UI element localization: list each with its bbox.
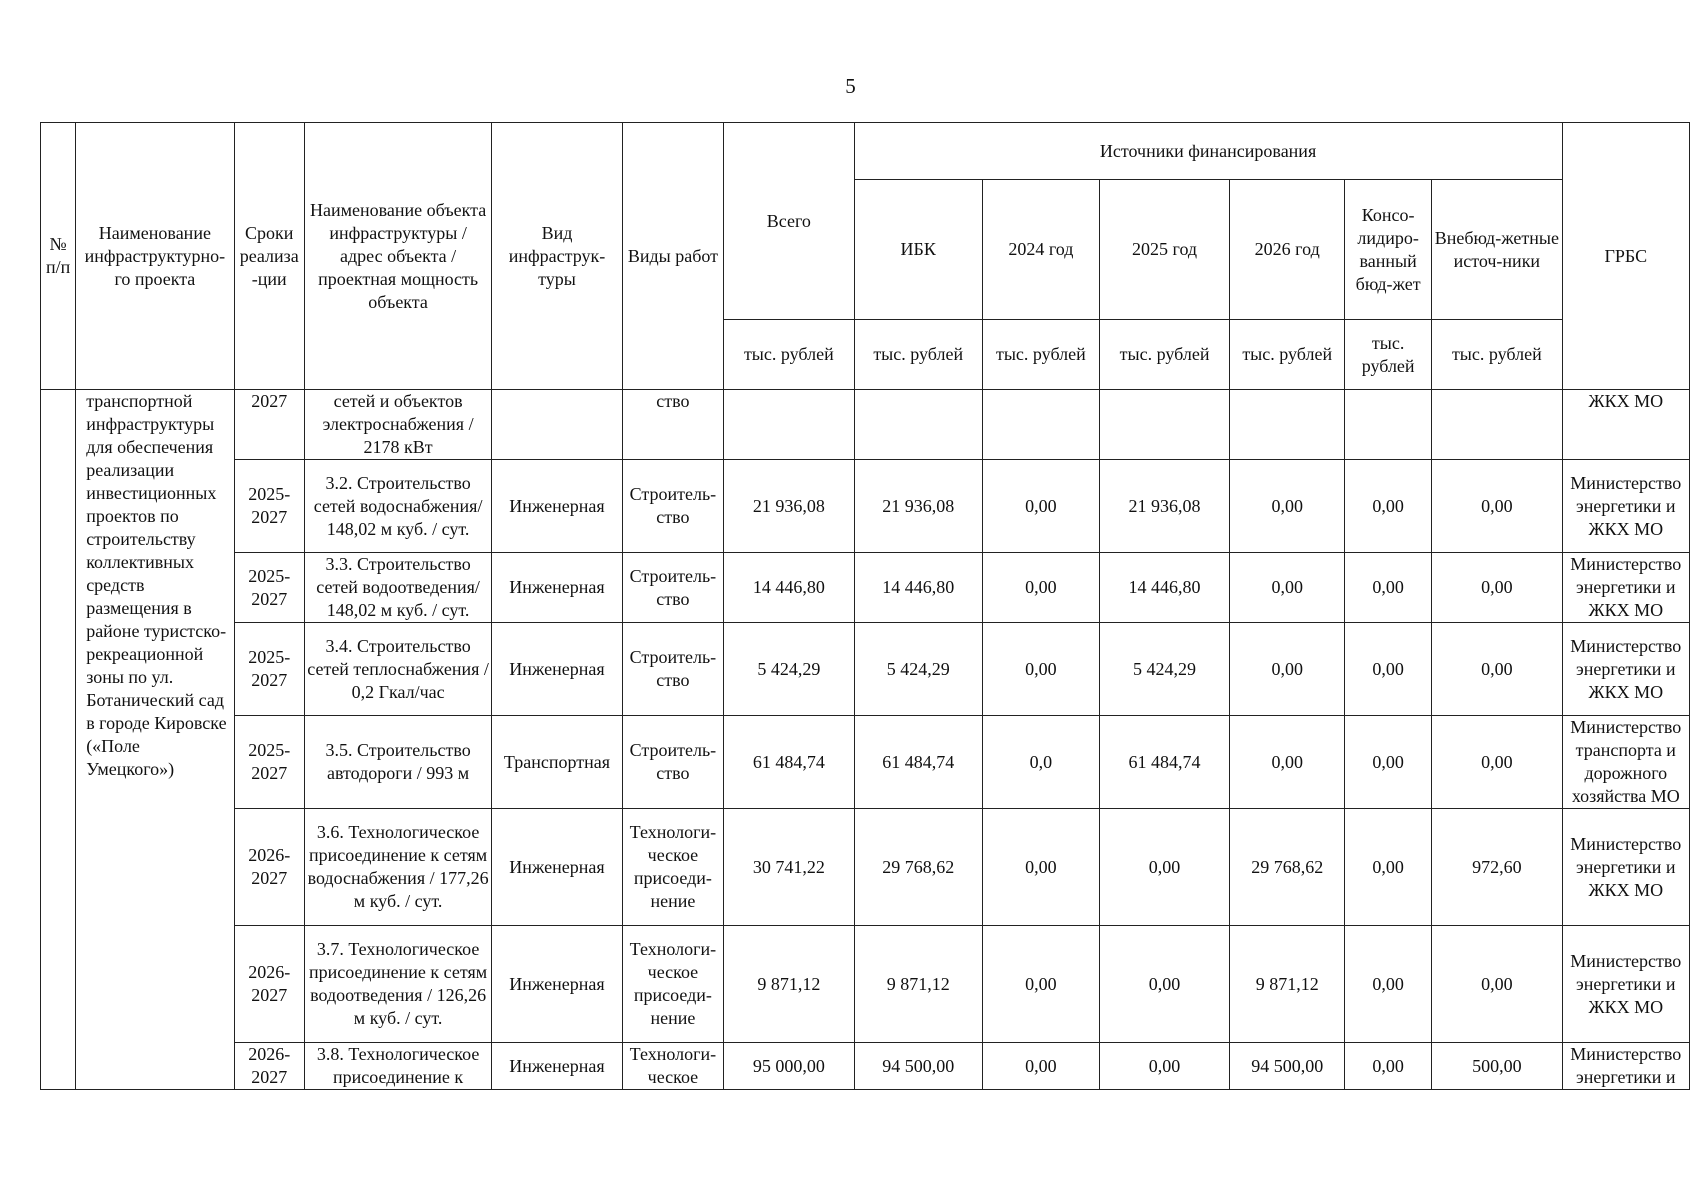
cell-offbudget [1432, 390, 1563, 460]
header-work-type: Виды работ [622, 123, 723, 390]
cell-works: Строитель-ство [622, 460, 723, 553]
cell-total: 5 424,29 [724, 623, 854, 716]
header-infra-type: Вид инфраструк-туры [492, 123, 622, 390]
cell-consolidated: 0,00 [1345, 926, 1432, 1043]
project-name: транспортной инфраструктуры для обеспечения реализации инвестиционных проектов по строительству коллективных средств размещения в районе туристско-рекреационной зоны по ул. Ботанический сад в городе Кировске («Поле Умецкого») [76, 390, 234, 1090]
cell-works: Технологи-ческое [622, 1043, 723, 1090]
cell-2025: 0,00 [1099, 809, 1229, 926]
table-row [41, 1043, 1690, 1090]
cell-term: 2025-2027 [234, 623, 304, 716]
cell-object: 3.5. Строительство автодороги / 993 м [304, 716, 491, 809]
cell-term: 2026-2027 [234, 926, 304, 1043]
cell-2024: 0,00 [982, 926, 1099, 1043]
row-number-cell [41, 390, 76, 1090]
table-row [41, 926, 1690, 1043]
cell-ibk: 14 446,80 [854, 553, 982, 623]
table-row [41, 809, 1690, 926]
cell-ibk [854, 390, 982, 460]
unit-consolidated: тыс. рублей [1345, 320, 1432, 390]
header-object: Наименование объекта инфраструктуры / адрес объекта / проектная мощность объекта [304, 123, 491, 390]
cell-2024: 0,0 [982, 716, 1099, 809]
cell-term: 2026-2027 [234, 1043, 304, 1090]
cell-object: 3.8. Технологическое присоединение к [304, 1043, 491, 1090]
cell-object: 3.6. Технологическое присоединение к сетям водоснабжения / 177,26 м куб. / сут. [304, 809, 491, 926]
financing-table [40, 122, 1690, 1090]
cell-2025: 0,00 [1099, 1043, 1229, 1090]
cell-offbudget: 500,00 [1432, 1043, 1563, 1090]
cell-works: ство [622, 390, 723, 460]
cell-2024: 0,00 [982, 553, 1099, 623]
cell-total: 9 871,12 [724, 926, 854, 1043]
cell-type: Инженерная [492, 623, 622, 716]
cell-2026 [1230, 390, 1345, 460]
cell-total: 14 446,80 [724, 553, 854, 623]
cell-2024: 0,00 [982, 623, 1099, 716]
cell-ibk: 21 936,08 [854, 460, 982, 553]
cell-ibk: 94 500,00 [854, 1043, 982, 1090]
cell-type: Инженерная [492, 809, 622, 926]
cell-grbs: Министерство энергетики и ЖКХ МО [1562, 460, 1689, 553]
cell-2024: 0,00 [982, 809, 1099, 926]
cell-consolidated [1345, 390, 1432, 460]
cell-term: 2027 [234, 390, 304, 460]
cell-total: 95 000,00 [724, 1043, 854, 1090]
unit-2024: тыс. рублей [982, 320, 1099, 390]
cell-2024 [982, 390, 1099, 460]
unit-2026: тыс. рублей [1230, 320, 1345, 390]
cell-grbs: Министерство энергетики и ЖКХ МО [1562, 809, 1689, 926]
header-grbs: ГРБС [1562, 123, 1689, 390]
header-project: Наименование инфраструктурно-го проекта [76, 123, 234, 390]
unit-offbudget: тыс. рублей [1432, 320, 1563, 390]
cell-type: Транспортная [492, 716, 622, 809]
cell-consolidated: 0,00 [1345, 1043, 1432, 1090]
cell-term: 2026-2027 [234, 809, 304, 926]
header-2024: 2024 год [982, 180, 1099, 320]
cell-works: Строитель-ство [622, 716, 723, 809]
cell-object: 3.2. Строительство сетей водоснабжения/ 148,02 м куб. / сут. [304, 460, 491, 553]
cell-consolidated: 0,00 [1345, 716, 1432, 809]
cell-type: Инженерная [492, 926, 622, 1043]
cell-works: Строитель-ство [622, 623, 723, 716]
cell-grbs: Министерство энергетики и ЖКХ МО [1562, 623, 1689, 716]
cell-grbs: Министерство энергетики и ЖКХ МО [1562, 553, 1689, 623]
cell-2024: 0,00 [982, 1043, 1099, 1090]
header-ibk: ИБК [854, 180, 982, 320]
cell-grbs: Министерство транспорта и дорожного хозяйства МО [1562, 716, 1689, 809]
cell-2026: 0,00 [1230, 623, 1345, 716]
cell-consolidated: 0,00 [1345, 553, 1432, 623]
cell-type [492, 390, 622, 460]
cell-object: сетей и объектов электроснабжения / 2178 кВт [304, 390, 491, 460]
cell-ibk: 61 484,74 [854, 716, 982, 809]
page-number: 5 [845, 74, 856, 98]
cell-grbs: Министерство энергетики и [1562, 1043, 1689, 1090]
unit-total: тыс. рублей [724, 320, 854, 390]
cell-term: 2025-2027 [234, 460, 304, 553]
cell-offbudget: 0,00 [1432, 553, 1563, 623]
unit-ibk: тыс. рублей [854, 320, 982, 390]
cell-offbudget: 0,00 [1432, 926, 1563, 1043]
table-row [41, 716, 1690, 809]
header-no: № п/п [41, 123, 76, 390]
cell-consolidated: 0,00 [1345, 460, 1432, 553]
cell-grbs: Министерство энергетики и ЖКХ МО [1562, 926, 1689, 1043]
cell-consolidated: 0,00 [1345, 809, 1432, 926]
cell-object: 3.3. Строительство сетей водоотведения/ 148,02 м куб. / сут. [304, 553, 491, 623]
cell-2026: 9 871,12 [1230, 926, 1345, 1043]
cell-2025 [1099, 390, 1229, 460]
cell-ibk: 29 768,62 [854, 809, 982, 926]
table-row [41, 623, 1690, 716]
cell-2026: 0,00 [1230, 460, 1345, 553]
cell-ibk: 9 871,12 [854, 926, 982, 1043]
cell-2026: 29 768,62 [1230, 809, 1345, 926]
cell-2026: 0,00 [1230, 553, 1345, 623]
cell-object: 3.7. Технологическое присоединение к сетям водоотведения / 126,26 м куб. / сут. [304, 926, 491, 1043]
cell-works: Строитель-ство [622, 553, 723, 623]
cell-works: Технологи-ческое присоеди-нение [622, 926, 723, 1043]
cell-consolidated: 0,00 [1345, 623, 1432, 716]
cell-2025: 21 936,08 [1099, 460, 1229, 553]
header-2026: 2026 год [1230, 180, 1345, 320]
cell-grbs: ЖКХ МО [1562, 390, 1689, 460]
cell-2024: 0,00 [982, 460, 1099, 553]
header-offbudget: Внебюд-жетные источ-ники [1432, 180, 1563, 320]
cell-2025: 61 484,74 [1099, 716, 1229, 809]
unit-2025: тыс. рублей [1099, 320, 1229, 390]
cell-term: 2025-2027 [234, 553, 304, 623]
cell-2026: 0,00 [1230, 716, 1345, 809]
cell-2025: 14 446,80 [1099, 553, 1229, 623]
header-consolidated: Консо-лидиро-ванный бюд-жет [1345, 180, 1432, 320]
cell-offbudget: 972,60 [1432, 809, 1563, 926]
cell-ibk: 5 424,29 [854, 623, 982, 716]
table-row [41, 553, 1690, 623]
cell-total: 21 936,08 [724, 460, 854, 553]
table-row [41, 390, 1690, 460]
cell-offbudget: 0,00 [1432, 460, 1563, 553]
cell-2025: 5 424,29 [1099, 623, 1229, 716]
cell-total: 30 741,22 [724, 809, 854, 926]
cell-type: Инженерная [492, 553, 622, 623]
cell-2026: 94 500,00 [1230, 1043, 1345, 1090]
cell-total [724, 390, 854, 460]
cell-type: Инженерная [492, 1043, 622, 1090]
cell-term: 2025-2027 [234, 716, 304, 809]
cell-object: 3.4. Строительство сетей теплоснабжения / 0,2 Гкал/час [304, 623, 491, 716]
header-sources: Источники финансирования [854, 123, 1562, 180]
cell-total: 61 484,74 [724, 716, 854, 809]
cell-type: Инженерная [492, 460, 622, 553]
cell-2025: 0,00 [1099, 926, 1229, 1043]
header-2025: 2025 год [1099, 180, 1229, 320]
table-row [41, 460, 1690, 553]
cell-offbudget: 0,00 [1432, 716, 1563, 809]
header-total: Всего [724, 123, 854, 320]
header-terms: Сроки реализа -ции [234, 123, 304, 390]
cell-offbudget: 0,00 [1432, 623, 1563, 716]
cell-works: Технологи-ческое присоеди-нение [622, 809, 723, 926]
